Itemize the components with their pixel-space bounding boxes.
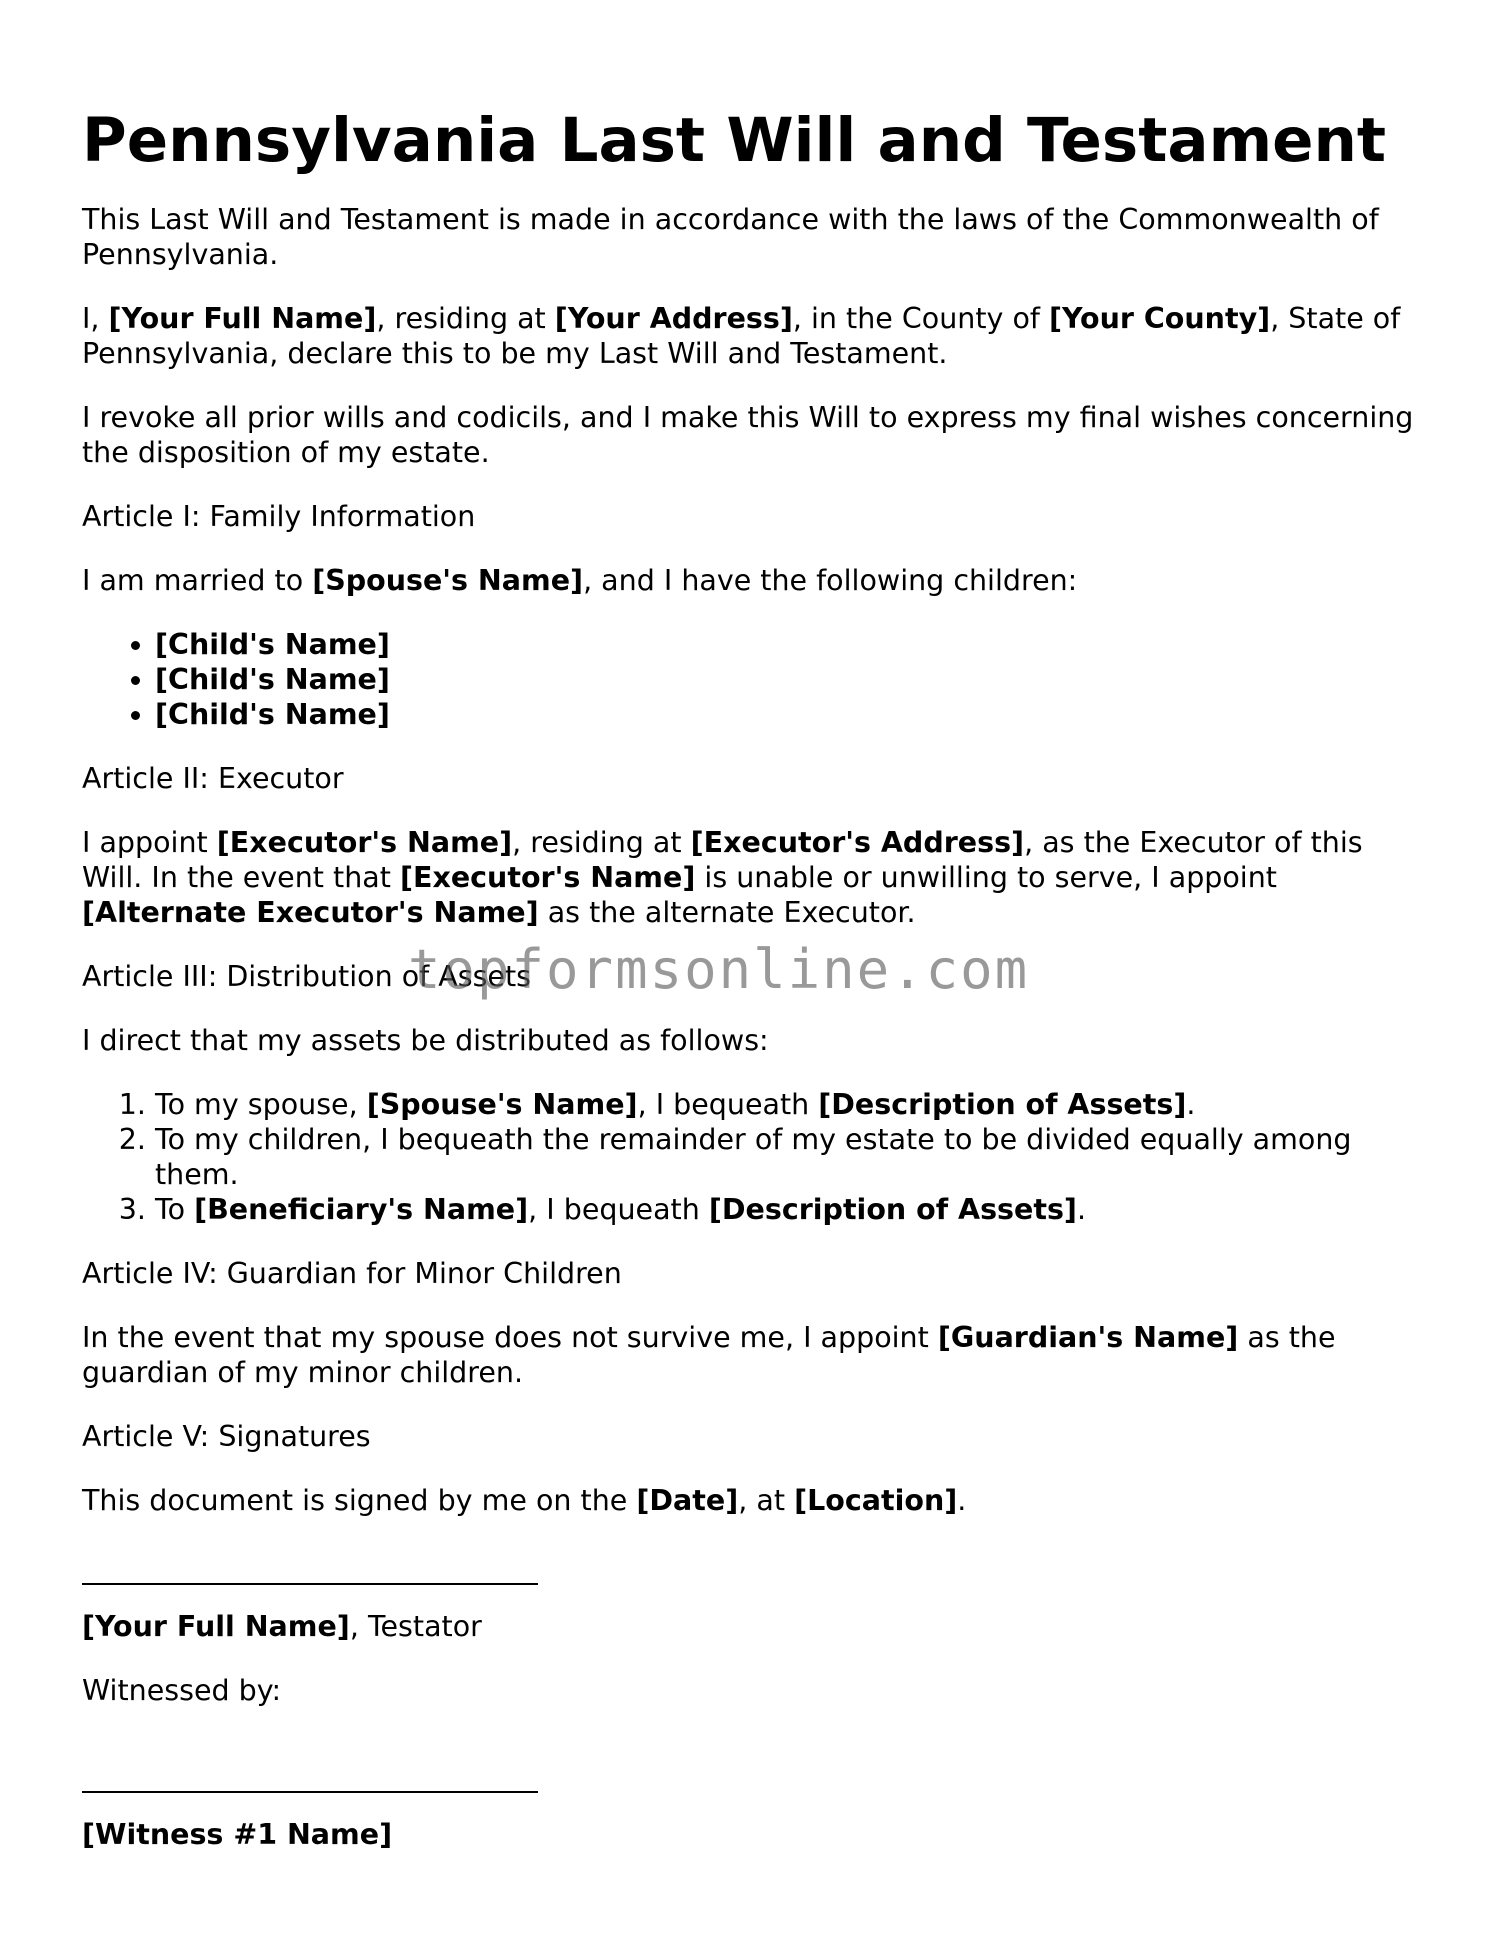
guardian-placeholder: [Guardian's Name] [937, 1321, 1239, 1354]
signature-paragraph: This document is signed by me on the [Date], at [Location]. [82, 1484, 967, 1517]
article-1-heading: Article I: Family Information [82, 500, 476, 533]
witness-1-name: [Witness #1 Name] [82, 1818, 393, 1851]
spouse-placeholder: [Spouse's Name] [312, 564, 584, 597]
assets-placeholder: [Description of Assets] [818, 1088, 1187, 1121]
list-item: 2. To my children, I bequeath the remainder of my estate to be divided equally among them. [155, 1122, 1422, 1192]
location-placeholder: [Location] [794, 1484, 958, 1517]
executor-placeholder: [Executor's Name] [399, 861, 696, 894]
article-5-heading: Article V: Signatures [82, 1420, 371, 1453]
article-3-heading: Article III: Distribution of Assets [82, 960, 531, 993]
intro-paragraph: This Last Will and Testament is made in accordance with the laws of the Commonwealth of Pennsylvania. [82, 203, 1379, 271]
list-item [155, 697, 1422, 732]
family-paragraph: I am married to [Spouse's Name], and I have the following children: [82, 564, 1078, 597]
county-placeholder: [Your County] [1048, 302, 1271, 335]
list-item: 3. To [Beneficiary's Name], I bequeath [Description of Assets]. [155, 1192, 1422, 1227]
list-item: 1. To my spouse, [Spouse's Name], I bequeath [Description of Assets]. [155, 1087, 1422, 1122]
full-name-placeholder: [Your Full Name] [108, 302, 377, 335]
distribution-intro: I direct that my assets be distributed as follows: [82, 1024, 769, 1057]
assets-placeholder: [Description of Assets] [708, 1193, 1077, 1226]
child-name-placeholder: [Child's Name] [155, 628, 390, 661]
article-2-heading: Article II: Executor [82, 762, 344, 795]
distribution-list [82, 1087, 1422, 1227]
executor-placeholder: [Executor's Name] [216, 826, 513, 859]
watermark-text: topformsonline.com [408, 938, 1030, 1001]
witnessed-by-label: Witnessed by: [82, 1674, 282, 1707]
witness-signature-line [82, 1737, 538, 1793]
declaration-paragraph: I, [Your Full Name], residing at [Your Address], in the County of [Your County], State of Pennsylvania, declare this to be my Last Will and Testament. [82, 302, 1401, 370]
address-placeholder: [Your Address] [554, 302, 793, 335]
testator-name: [Your Full Name], Testator [82, 1610, 482, 1643]
testator-signature-line [82, 1547, 538, 1585]
executor-address-placeholder: [Executor's Address] [690, 826, 1025, 859]
document-title: Pennsylvania Last Will and Testament [82, 105, 1387, 176]
guardian-paragraph: In the event that my spouse does not survive me, I appoint [Guardian's Name] as the guardian of my minor children. [82, 1321, 1336, 1389]
date-placeholder: [Date] [636, 1484, 739, 1517]
spouse-placeholder: [Spouse's Name] [366, 1088, 638, 1121]
beneficiary-placeholder: [Beneficiary's Name] [194, 1193, 529, 1226]
revocation-paragraph: I revoke all prior wills and codicils, and I make this Will to express my final wishes concerning the disposition of my estate. [82, 401, 1414, 469]
child-name-placeholder: [Child's Name] [155, 698, 390, 731]
alternate-executor-placeholder: [Alternate Executor's Name] [82, 896, 539, 929]
list-item [155, 662, 1422, 697]
executor-paragraph: I appoint [Executor's Name], residing at [Executor's Address], as the Executor of this Will. In the event that [Executor's Name] is unable or unwilling to serve, I appoint [Alternate Executor's Name] as the alternate Executor. [82, 826, 1363, 929]
children-list [82, 627, 1422, 732]
article-4-heading: Article IV: Guardian for Minor Children [82, 1257, 622, 1290]
child-name-placeholder: [Child's Name] [155, 663, 390, 696]
list-item [155, 627, 1422, 662]
